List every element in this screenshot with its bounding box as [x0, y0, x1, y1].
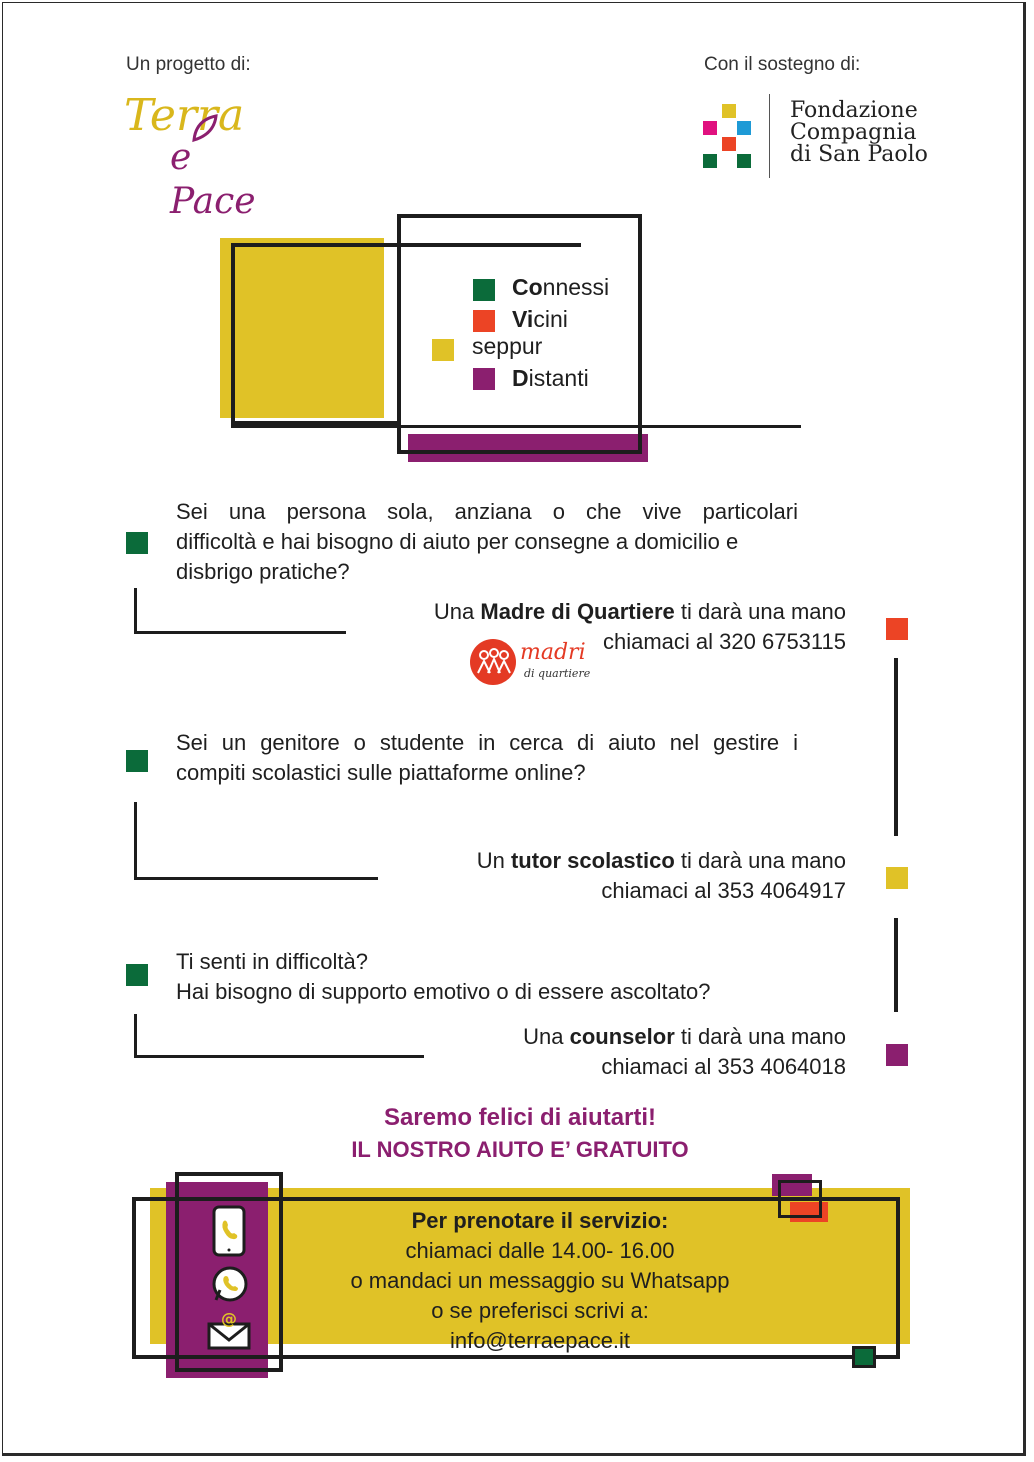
hero-left-frame — [231, 243, 397, 425]
right-connector-1 — [894, 658, 898, 836]
section3-phone: chiamaci al 353 4064018 — [601, 1054, 846, 1079]
bullet-distanti — [473, 368, 495, 390]
section3-side-square — [886, 1044, 908, 1066]
closing-line1: Saremo felici di aiutarti! — [383, 1104, 657, 1131]
terra-e-pace-logo — [124, 90, 284, 222]
section3-bracket-horizontal — [134, 1055, 424, 1058]
section3-bracket-vertical — [134, 1014, 137, 1058]
logo-terra-text: Terra — [124, 90, 245, 141]
logo-pace-text: e Pace — [170, 137, 256, 222]
booking-whatsapp: o mandaci un messaggio su Whatsapp — [350, 1268, 730, 1293]
bullet-connessi — [473, 279, 495, 301]
section3-question: Ti senti in difficoltà? Hai bisogno di supporto emotivo o di essere ascoltato? — [176, 949, 711, 1004]
section2-answer: Un tutor scolastico ti darà una mano chiamaci al 353 4064917 — [400, 846, 846, 906]
section2-bullet — [126, 750, 148, 772]
section1-phone: chiamaci al 320 6753115 — [603, 629, 846, 654]
booking-title: Per prenotare il servizio: — [411, 1208, 669, 1233]
leaf-icon — [186, 110, 226, 150]
booking-hours: chiamaci dalle 14.00- 16.00 — [405, 1238, 675, 1263]
section1-bullet — [126, 532, 148, 554]
keyword-seppur: seppur — [472, 333, 543, 359]
section2-bracket-vertical — [134, 802, 137, 880]
section1-bracket-horizontal — [134, 631, 346, 634]
madri-logo-sub: di quartiere — [524, 667, 591, 680]
fondazione-line3: di San Paolo — [790, 142, 928, 167]
section2-question: Sei un genitore o studente in cerca di aiuto nel gestire i compiti scolastici sulle piattaforme online? — [176, 730, 798, 785]
fondazione-mosaic-icon — [703, 104, 763, 168]
section1-bracket-vertical — [134, 588, 137, 634]
section3-answer: Una counselor ti darà una mano chiamaci al 353 4064018 — [440, 1022, 846, 1082]
section1-question: Sei una persona sola, anziana o che vive particolari difficoltà e hai bisogno di aiuto per consegne a domicilio e disbrigo pratiche? — [176, 499, 798, 584]
logo-divider — [769, 94, 770, 178]
keyword-vicini: Vicini — [512, 306, 568, 332]
phone-icon — [211, 1204, 247, 1258]
madri-logo-word: madri — [520, 640, 586, 665]
deco-outline-square — [778, 1180, 822, 1218]
section3-bullet — [126, 964, 148, 986]
madri-di-quartiere-logo — [470, 639, 600, 687]
booking-text — [300, 1206, 780, 1356]
right-connector-2 — [894, 918, 898, 1012]
section2-side-square — [886, 867, 908, 889]
keyword-connessi: Connessi — [512, 274, 610, 300]
fondazione-line2: Compagnia — [790, 120, 917, 145]
project-label: Un progetto di: — [126, 54, 251, 75]
whatsapp-icon — [210, 1264, 250, 1304]
closing-line2: IL NOSTRO AIUTO E’ GRATUITO — [351, 1137, 689, 1162]
keyword-distanti: Distanti — [512, 365, 589, 391]
fondazione-line1: Fondazione — [790, 98, 918, 123]
booking-write: o se preferisci scrivi a: — [431, 1298, 649, 1323]
booking-email-link[interactable]: info@terraepace.it — [449, 1328, 631, 1353]
mail-icon — [206, 1310, 252, 1352]
people-icon — [476, 647, 512, 677]
support-label: Con il sostegno di: — [704, 54, 861, 75]
svg-text:@: @ — [221, 1310, 237, 1328]
bullet-vicini — [473, 310, 495, 332]
bullet-seppur — [432, 339, 454, 361]
section1-answer: Una Madre di Quartiere ti darà una mano chiamaci al 320 6753115 — [380, 597, 846, 657]
section2-phone: chiamaci al 353 4064917 — [601, 878, 846, 903]
fondazione-logo-text — [790, 100, 928, 166]
section2-bracket-horizontal — [134, 877, 378, 880]
deco-green-square — [852, 1346, 876, 1368]
section1-side-square — [886, 618, 908, 640]
